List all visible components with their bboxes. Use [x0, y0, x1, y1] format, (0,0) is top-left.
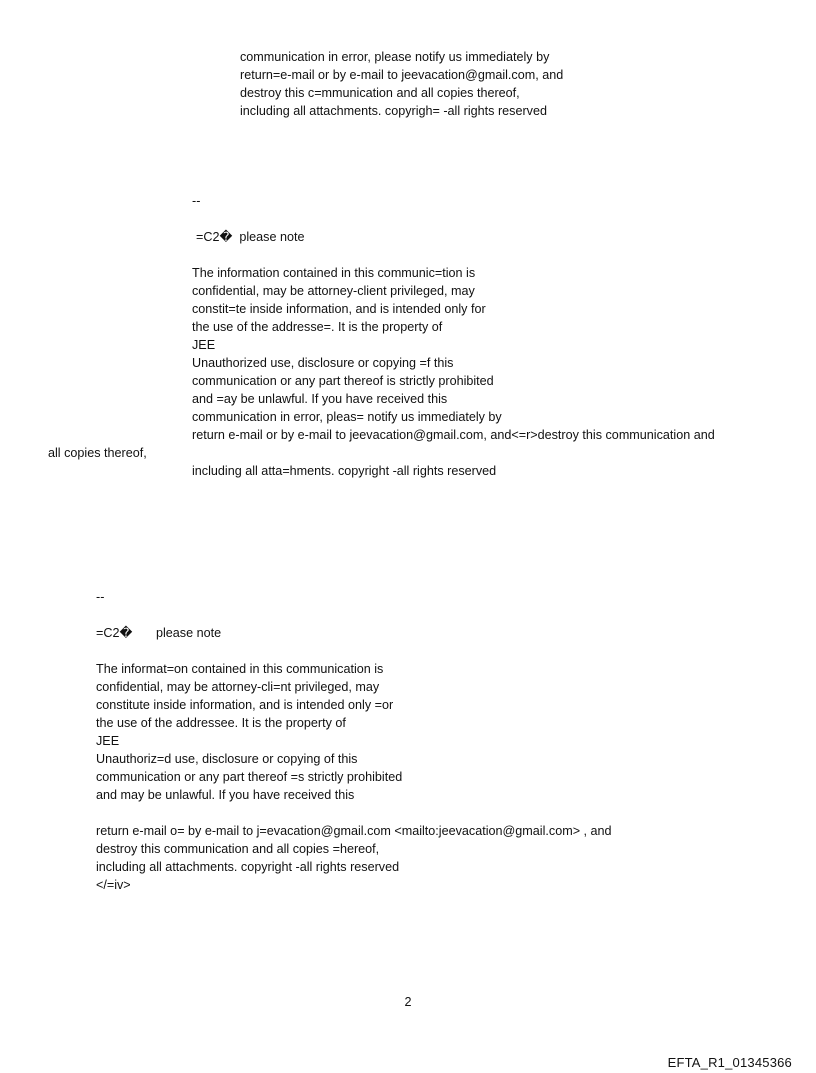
text-line: The information contained in this communic=tion is — [192, 266, 476, 280]
text-line: return e-mail o= by e-mail to j=evacation@gmail.com <mailto:jeevacation@gmail.com> , and — [96, 824, 612, 838]
email-footer-block-middle — [192, 264, 715, 444]
text-line: the use of the addressee. It is the property of — [96, 716, 346, 730]
text-line: Unauthoriz=d use, disclosure or copying of this — [96, 752, 358, 766]
text-line: communication in error, please notify us immediately by — [240, 50, 550, 64]
text-line: return e-mail or by e-mail to jeevacation@gmail.com, and<=r>destroy this communication and — [192, 428, 715, 442]
text-line: and may be unlawful. If you have received this — [96, 788, 355, 802]
text-line: confidential, may be attorney-client privileged, may — [192, 284, 475, 298]
document-id: EFTA_R1_01345366 — [667, 1055, 792, 1070]
email-footer-block-bottom-tail — [96, 822, 612, 894]
separator-bottom: -- — [96, 590, 105, 604]
please-note-prefix: =C2� — [96, 626, 133, 640]
text-line: JEE — [192, 338, 216, 352]
text-line: including all attachments. copyrigh= -all rights reserved — [240, 104, 547, 118]
text-line: destroy this communication and all copies =hereof, — [96, 842, 380, 856]
text-line: destroy this c=mmunication and all copies thereof, — [240, 86, 520, 100]
text-line: constitute inside information, and is intended only =or — [96, 698, 394, 712]
text-line: communication in error, pleas= notify us immediately by — [192, 410, 502, 424]
page-number: 2 — [404, 995, 412, 1009]
text-line: JEE — [96, 734, 120, 748]
text-line: </=iv> — [96, 878, 131, 892]
email-footer-block-bottom — [96, 660, 402, 804]
text-line: the use of the addresse=. It is the property of — [192, 320, 443, 334]
text-line: constit=te inside information, and is intended only for — [192, 302, 486, 316]
please-note-bottom: please note — [156, 626, 222, 640]
text-line: return=e-mail or by e-mail to jeevacation@gmail.com, and — [240, 68, 564, 82]
text-line: confidential, may be attorney-cli=nt privileged, may — [96, 680, 380, 694]
text-line: communication or any part thereof =s strictly prohibited — [96, 770, 403, 784]
separator-middle: -- — [192, 194, 201, 208]
text-line: and =ay be unlawful. If you have received this — [192, 392, 448, 406]
email-footer-block-top — [240, 48, 563, 120]
please-note-middle: =C2� please note — [196, 230, 305, 244]
text-line: The informat=on contained in this communication is — [96, 662, 384, 676]
wrapped-line: all copies thereof, — [48, 446, 147, 460]
text-line: Unauthorized use, disclosure or copying =f this — [192, 356, 454, 370]
text-line: communication or any part thereof is strictly prohibited — [192, 374, 494, 388]
text-line: including all attachments. copyright -all rights reserved — [96, 860, 400, 874]
text-line: including all atta=hments. copyright -all rights reserved — [192, 464, 497, 478]
